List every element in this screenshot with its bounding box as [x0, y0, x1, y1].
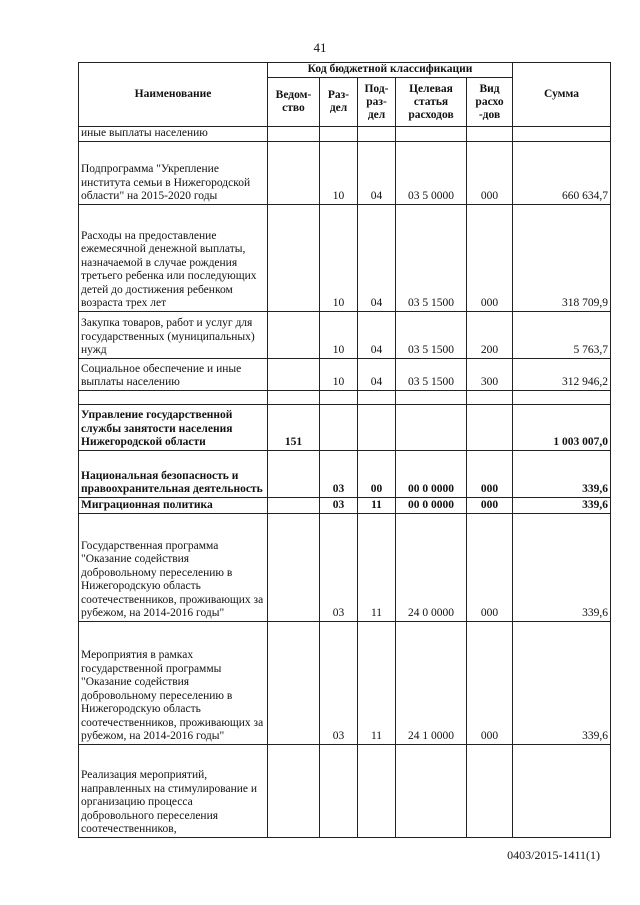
- header-name: Наименование: [79, 63, 268, 127]
- header-sum: Сумма: [513, 63, 611, 127]
- cell-target-article: [396, 390, 467, 404]
- table-row: [79, 404, 611, 450]
- cell-name: иные выплаты населению: [79, 127, 268, 142]
- cell-name: Реализация мероприятий, направленных на стимулирование и организацию процесса добровольного переселения соотечественников,: [79, 744, 268, 837]
- cell-section: 10: [320, 358, 358, 390]
- table-header: [79, 63, 611, 127]
- cell-subsection: [358, 404, 396, 450]
- cell-target-article: [396, 127, 467, 142]
- cell-sum: [513, 127, 611, 142]
- cell-dept: [268, 513, 320, 621]
- cell-dept: [268, 141, 320, 204]
- cell-section: [320, 390, 358, 404]
- cell-subsection: 00: [358, 450, 396, 497]
- cell-dept: [268, 204, 320, 311]
- cell-expense-type: [467, 404, 513, 450]
- table-row: [79, 390, 611, 404]
- cell-section: 10: [320, 204, 358, 311]
- cell-sum: 660 634,7: [513, 141, 611, 204]
- table-row: [79, 450, 611, 497]
- cell-expense-type: 000: [467, 450, 513, 497]
- cell-section: [320, 404, 358, 450]
- table-row: [79, 127, 611, 142]
- table-row: [79, 497, 611, 513]
- cell-target-article: [396, 744, 467, 837]
- footer-document-code: 0403/2015-1411(1): [507, 848, 600, 862]
- budget-table: [78, 62, 611, 838]
- cell-name: Мероприятия в рамках государственной программы "Оказание содействия добровольному переселению в Нижегородскую область соотечественников, проживающих за рубежом, на 2014-2016 годы": [79, 621, 268, 744]
- table-row: [79, 141, 611, 204]
- cell-expense-type: 200: [467, 311, 513, 358]
- cell-target-article: 03 5 1500: [396, 204, 467, 311]
- cell-section: [320, 744, 358, 837]
- cell-subsection: [358, 744, 396, 837]
- cell-sum: 339,6: [513, 450, 611, 497]
- cell-sum: 339,6: [513, 497, 611, 513]
- cell-name: Подпрограмма "Укрепление института семьи в Нижегородской области" на 2015-2020 годы: [79, 141, 268, 204]
- cell-sum: 339,6: [513, 621, 611, 744]
- cell-sum: 339,6: [513, 513, 611, 621]
- cell-name: Расходы на предоставление ежемесячной денежной выплаты, назначаемой в случае рождения третьего ребенка или последующих детей до достижения ребенком возраста трех лет: [79, 204, 268, 311]
- cell-name: [79, 390, 268, 404]
- table-row: [79, 311, 611, 358]
- cell-dept: [268, 358, 320, 390]
- cell-section: 03: [320, 450, 358, 497]
- cell-target-article: 00 0 0000: [396, 450, 467, 497]
- cell-dept: [268, 450, 320, 497]
- cell-expense-type: 000: [467, 513, 513, 621]
- cell-dept: [268, 390, 320, 404]
- cell-dept: [268, 744, 320, 837]
- table-body: [79, 127, 611, 838]
- cell-subsection: 04: [358, 358, 396, 390]
- cell-section: 03: [320, 497, 358, 513]
- cell-dept: [268, 621, 320, 744]
- cell-expense-type: 000: [467, 621, 513, 744]
- cell-dept: [268, 127, 320, 142]
- cell-target-article: 03 5 1500: [396, 358, 467, 390]
- cell-subsection: 11: [358, 621, 396, 744]
- cell-dept: [268, 311, 320, 358]
- cell-section: 03: [320, 621, 358, 744]
- cell-section: 03: [320, 513, 358, 621]
- header-classification-group: Код бюджетной классификации: [268, 63, 513, 78]
- cell-sum: [513, 390, 611, 404]
- cell-name: Управление государственной службы занятости населения Нижегородской области: [79, 404, 268, 450]
- header-expense-type: Вид расхо -дов: [467, 78, 513, 127]
- cell-sum: 5 763,7: [513, 311, 611, 358]
- cell-subsection: 11: [358, 513, 396, 621]
- cell-sum: [513, 744, 611, 837]
- cell-sum: 312 946,2: [513, 358, 611, 390]
- cell-sum: 318 709,9: [513, 204, 611, 311]
- cell-dept: 151: [268, 404, 320, 450]
- cell-subsection: [358, 390, 396, 404]
- header-subsection: Под-раз-дел: [358, 78, 396, 127]
- cell-subsection: 04: [358, 141, 396, 204]
- cell-name: Закупка товаров, работ и услуг для государственных (муниципальных) нужд: [79, 311, 268, 358]
- header-target-article: Целевая статья расходов: [396, 78, 467, 127]
- cell-subsection: 04: [358, 311, 396, 358]
- table-row: [79, 358, 611, 390]
- cell-expense-type: 000: [467, 204, 513, 311]
- header-dept: Ведом-ство: [268, 78, 320, 127]
- cell-sum: 1 003 007,0: [513, 404, 611, 450]
- cell-target-article: 03 5 0000: [396, 141, 467, 204]
- cell-section: 10: [320, 311, 358, 358]
- cell-expense-type: 000: [467, 141, 513, 204]
- cell-expense-type: [467, 744, 513, 837]
- cell-section: [320, 127, 358, 142]
- cell-dept: [268, 497, 320, 513]
- cell-section: 10: [320, 141, 358, 204]
- page-number: 41: [313, 40, 327, 55]
- cell-subsection: 04: [358, 204, 396, 311]
- cell-name: Государственная программа "Оказание содействия добровольному переселению в Нижегородскую область соотечественников, проживающих за рубежом, на 2014-2016 годы": [79, 513, 268, 621]
- cell-expense-type: 300: [467, 358, 513, 390]
- header-section: Раз-дел: [320, 78, 358, 127]
- cell-target-article: [396, 404, 467, 450]
- cell-name: Миграционная политика: [79, 497, 268, 513]
- table-row: [79, 204, 611, 311]
- cell-name: Социальное обеспечение и иные выплаты населению: [79, 358, 268, 390]
- cell-subsection: [358, 127, 396, 142]
- cell-expense-type: [467, 390, 513, 404]
- cell-target-article: 00 0 0000: [396, 497, 467, 513]
- cell-subsection: 11: [358, 497, 396, 513]
- table-row: [79, 621, 611, 744]
- cell-target-article: 24 1 0000: [396, 621, 467, 744]
- cell-name: Национальная безопасность и правоохранительная деятельность: [79, 450, 268, 497]
- cell-target-article: 03 5 1500: [396, 311, 467, 358]
- table-row: [79, 744, 611, 837]
- cell-target-article: 24 0 0000: [396, 513, 467, 621]
- cell-expense-type: 000: [467, 497, 513, 513]
- table-row: [79, 513, 611, 621]
- cell-expense-type: [467, 127, 513, 142]
